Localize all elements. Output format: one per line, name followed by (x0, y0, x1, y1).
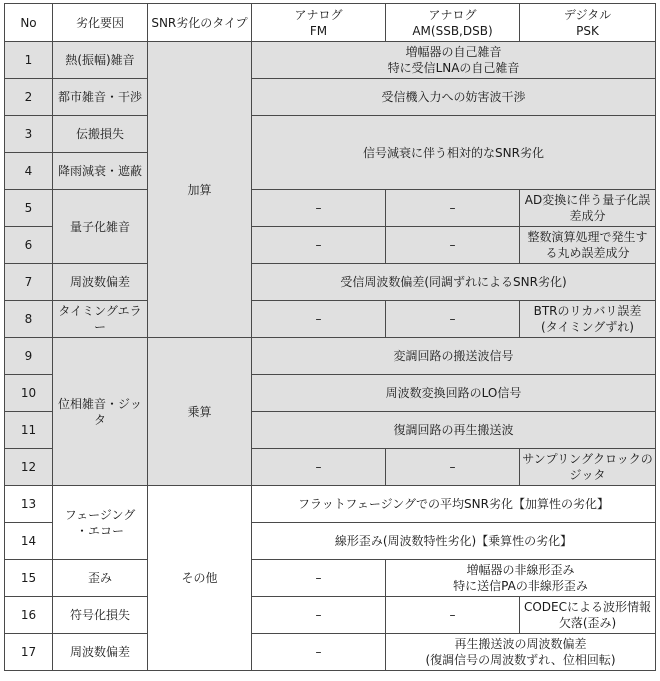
fm-cell: – (252, 301, 386, 338)
type-additive: 加算 (148, 42, 252, 338)
effect-cell: 受信周波数偏差(同調ずれによるSNR劣化) (252, 264, 656, 301)
am-cell: – (386, 449, 520, 486)
row-number: 16 (5, 597, 53, 634)
table-row (5, 597, 656, 634)
row-number: 17 (5, 634, 53, 671)
row-number: 5 (5, 190, 53, 227)
row-number: 8 (5, 301, 53, 338)
factor-cell: 降雨減衰・遮蔽 (53, 153, 148, 190)
table-row (5, 264, 656, 301)
effect-cell: フラットフェージングでの平均SNR劣化【加算性の劣化】 (252, 486, 656, 523)
factor-phase-noise: 位相雑音・ジッタ (53, 338, 148, 486)
psk-cell: 整数演算処理で発生する丸め誤差成分 (520, 227, 656, 264)
row-number: 3 (5, 116, 53, 153)
fm-cell: – (252, 560, 386, 597)
table-row (5, 634, 656, 671)
factor-cell: タイミングエラー (53, 301, 148, 338)
factor-cell: 熱(振幅)雑音 (53, 42, 148, 79)
effect-cell: 周波数変換回路のLO信号 (252, 375, 656, 412)
fm-cell: – (252, 190, 386, 227)
effect-cell: 復調回路の再生搬送波 (252, 412, 656, 449)
effect-cell: 信号減衰に伴う相対的なSNR劣化 (252, 116, 656, 190)
row-number: 14 (5, 523, 53, 560)
factor-cell: 歪み (53, 560, 148, 597)
table-row (5, 301, 656, 338)
am-cell: – (386, 597, 520, 634)
header-factor: 劣化要因 (53, 4, 148, 42)
factor-cell: 都市雑音・干渉 (53, 79, 148, 116)
effect-cell: 増幅器の自己雑音 特に受信LNAの自己雑音 (252, 42, 656, 79)
am-cell: – (386, 190, 520, 227)
psk-cell: CODECによる波形情報欠落(歪み) (520, 597, 656, 634)
row-number: 4 (5, 153, 53, 190)
psk-cell: BTRのリカバリ誤差 (タイミングずれ) (520, 301, 656, 338)
row-number: 2 (5, 79, 53, 116)
fm-cell: – (252, 227, 386, 264)
effect-cell: 受信機入力への妨害波干渉 (252, 79, 656, 116)
table-row (5, 42, 656, 79)
fm-cell: – (252, 597, 386, 634)
am-cell: – (386, 301, 520, 338)
row-number: 13 (5, 486, 53, 523)
header-type: SNR劣化のタイプ (148, 4, 252, 42)
header-analog-fm: アナログ FM (252, 4, 386, 42)
row-number: 1 (5, 42, 53, 79)
table-row (5, 560, 656, 597)
factor-cell: 符号化損失 (53, 597, 148, 634)
table-row (5, 190, 656, 227)
effect-cell: 線形歪み(周波数特性劣化)【乗算性の劣化】 (252, 523, 656, 560)
type-other: その他 (148, 486, 252, 671)
row-number: 11 (5, 412, 53, 449)
header-row (5, 4, 656, 42)
header-digital-psk: デジタル PSK (520, 4, 656, 42)
row-number: 15 (5, 560, 53, 597)
header-no: No (5, 4, 53, 42)
psk-cell: サンプリングクロックのジッタ (520, 449, 656, 486)
header-analog-am: アナログ AM(SSB,DSB) (386, 4, 520, 42)
row-number: 12 (5, 449, 53, 486)
factor-cell: 周波数偏差 (53, 264, 148, 301)
effect-cell: 変調回路の搬送波信号 (252, 338, 656, 375)
row-number: 10 (5, 375, 53, 412)
table-row (5, 79, 656, 116)
table-row (5, 486, 656, 523)
factor-cell: 量子化雑音 (53, 190, 148, 264)
snr-degradation-table (4, 3, 656, 671)
table-row (5, 338, 656, 375)
row-number: 7 (5, 264, 53, 301)
am-psk-cell: 増幅器の非線形歪み 特に送信PAの非線形歪み (386, 560, 656, 597)
factor-cell: 周波数偏差 (53, 634, 148, 671)
factor-fading: フェージング ・エコー (53, 486, 148, 560)
am-psk-cell: 再生搬送波の周波数偏差 (復調信号の周波数ずれ、位相回転) (386, 634, 656, 671)
am-cell: – (386, 227, 520, 264)
psk-cell: AD変換に伴う量子化誤差成分 (520, 190, 656, 227)
fm-cell: – (252, 634, 386, 671)
type-multiplicative: 乗算 (148, 338, 252, 486)
factor-cell: 伝搬損失 (53, 116, 148, 153)
table-row (5, 116, 656, 153)
row-number: 9 (5, 338, 53, 375)
fm-cell: – (252, 449, 386, 486)
row-number: 6 (5, 227, 53, 264)
